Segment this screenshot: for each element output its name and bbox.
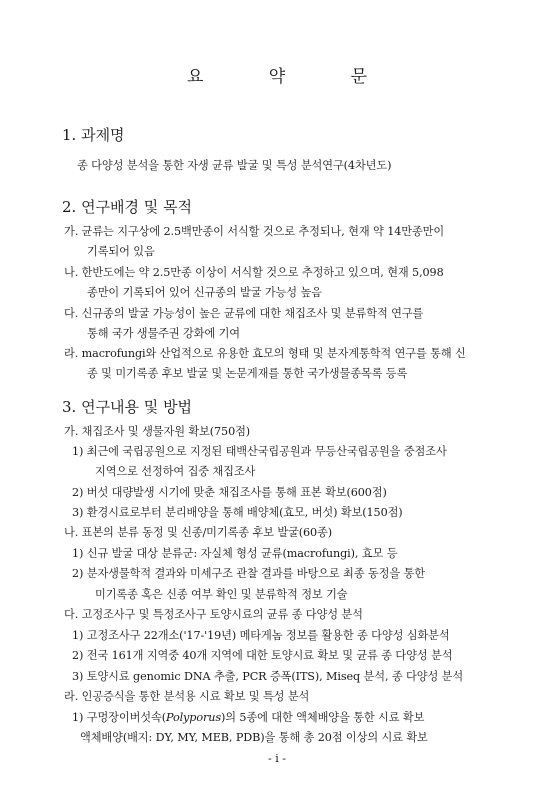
- page-number: - i -: [268, 752, 286, 765]
- list-item-ra: 라. macrofungi와 산업적으로 유용한 효모의 형태 및 분자계통학적 연구를 통해 신: [64, 347, 466, 360]
- list-item-ga: 가. 균류는 지구상에 2.5백만종이 서식할 것으로 추정되나, 현재 약 14만종만이: [64, 225, 445, 238]
- sub-item-1: 1) 고정조사구 22개소('17-'19년) 메타게놈 정보를 활용한 종 다양성 심화분석: [72, 629, 450, 642]
- sub-item-continuation: 액체배양(배지: DY, MY, MEB, PDB)을 통해 총 20점 이상의 시료 확보: [80, 731, 428, 744]
- list-item-continuation: 종 및 미기록종 후보 발굴 및 논문게재를 통한 국가생물종목록 등록: [87, 367, 408, 380]
- sub-item-continuation: 지역으로 선정하여 집중 채집조사: [95, 465, 256, 478]
- sub-item-1: 1) 최근에 국립공원으로 지정된 태백산국립공원과 무등산국립공원을 중점조사: [72, 445, 447, 458]
- list-item-da: 다. 고정조사구 및 특정조사구 토양시료의 균류 종 다양성 분석: [64, 608, 363, 621]
- genus-name: Polyporus: [165, 711, 221, 724]
- section-heading-3: 3. 연구내용 및 방법: [62, 398, 193, 416]
- paragraph-line: 종 다양성 분석을 통한 자생 균류 발굴 및 특성 분석연구(4차년도): [77, 159, 392, 172]
- sub-item-2: 2) 버섯 대량발생 시기에 맞춘 채집조사를 통해 표본 확보(600점): [72, 486, 387, 499]
- sub-item-1: 1) 구멍장이버섯속(Polyporus)의 5종에 대한 액체배양을 통한 시료 확보: [72, 711, 425, 724]
- sub-item-3: 3) 토양시료 genomic DNA 추출, PCR 증폭(ITS), Miseq 분석, 종 다양성 분석: [72, 670, 464, 683]
- list-item-continuation: 기록되어 있음: [87, 245, 155, 258]
- sub-item-2: 2) 전국 161개 지역중 40개 지역에 대한 토양시료 확보 및 균류 종 다양성 분석: [72, 649, 453, 662]
- list-item-ga: 가. 채집조사 및 생물자원 확보(750점): [64, 425, 251, 438]
- list-item-continuation: 종만이 기록되어 있어 신규종의 발굴 가능성 높음: [87, 286, 322, 299]
- sub-item-continuation: 미기록종 혹은 신종 여부 확인 및 분류학적 정보 기술: [95, 588, 348, 601]
- list-item-da: 다. 신규종의 발굴 가능성이 높은 균류에 대한 채집조사 및 분류학적 연구를: [64, 307, 424, 320]
- list-item-ra: 라. 인공증식을 통한 분석용 시료 확보 및 특성 분석: [64, 690, 310, 703]
- sub-item-1: 1) 신규 발굴 대상 분류군: 자실체 형성 균류(macrofungi), 효모 등: [72, 547, 398, 560]
- section-heading-1: 1. 과제명: [62, 126, 125, 144]
- list-item-continuation: 통해 국가 생물주권 강화에 기여: [87, 327, 241, 340]
- list-item-na: 나. 표본의 분류 동정 및 신종/미기록종 후보 발굴(60종): [64, 526, 333, 539]
- section-heading-2: 2. 연구배경 및 목적: [62, 198, 193, 216]
- sub-item-3: 3) 환경시료로부터 분리배양을 통해 배양체(효모, 버섯) 확보(150점): [72, 506, 403, 519]
- page-title: 요 약 문: [186, 67, 398, 87]
- list-item-na: 나. 한반도에는 약 2.5만종 이상이 서식할 것으로 추정하고 있으며, 현재 5,098: [64, 266, 444, 279]
- sub-item-2: 2) 분자생물학적 결과와 미세구조 관찰 결과를 바탕으로 최종 동정을 통한: [72, 567, 425, 580]
